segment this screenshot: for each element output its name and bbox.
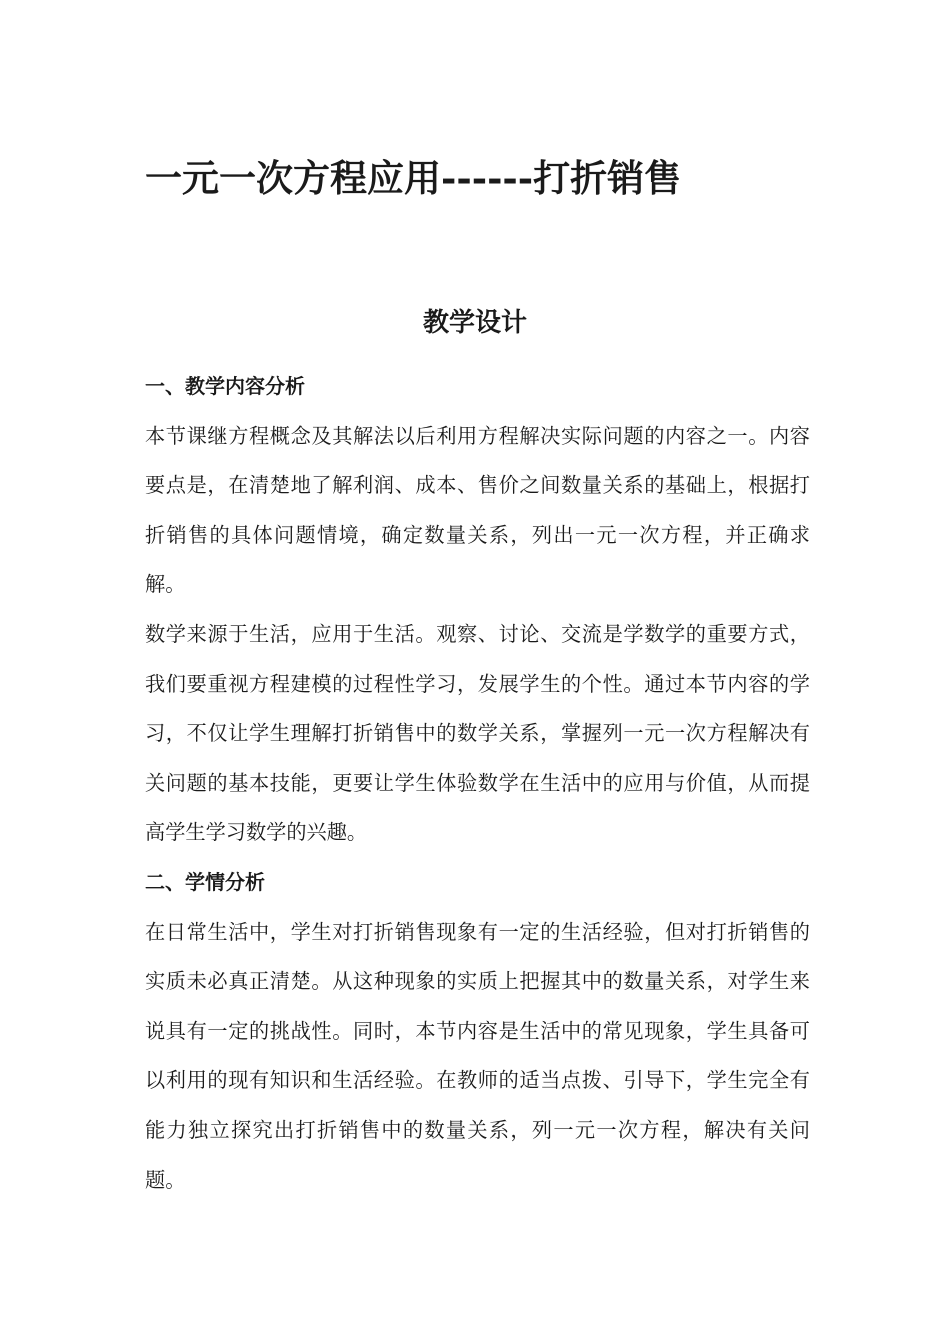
paragraph: 本节课继方程概念及其解法以后利用方程解决实际问题的内容之一。内容要点是，在清楚地了解利润、成本、售价之间数量关系的基础上，根据打折销售的具体问题情境，确定数量关系，列出一元一次方程，并正确求解。	[145, 423, 810, 597]
document-subtitle: 教学设计	[422, 308, 527, 338]
section-heading: 二、学情分析	[145, 869, 265, 894]
paragraph: 数学来源于生活，应用于生活。观察、讨论、交流是学数学的重要方式，我们要重视方程建模的过程性学习，发展学生的个性。通过本节内容的学习，不仅让学生理解打折销售中的数学关系，掌握列一元一次方程解决有关问题的基本技能，更要让学生体验数学在生活中的应用与价值，从而提高学生学习数学的兴趣。	[145, 621, 810, 845]
document-body	[145, 362, 810, 1205]
section-heading: 一、教学内容分析	[145, 374, 305, 398]
document-title: 一元一次方程应用------打折销售	[145, 156, 682, 200]
paragraph: 在日常生活中，学生对打折销售现象有一定的生活经验，但对打折销售的实质未必真正清楚。从这种现象的实质上把握其中的数量关系，对学生来说具有一定的挑战性。同时，本节内容是生活中的常见现象，学生具备可以利用的现有知识和生活经验。在教师的适当点拨、引导下，学生完全有能力独立探究出打折销售中的数量关系，列一元一次方程，解决有关问题。	[145, 919, 810, 1192]
section-learner-analysis	[145, 858, 810, 1205]
section-content-analysis	[145, 362, 810, 858]
